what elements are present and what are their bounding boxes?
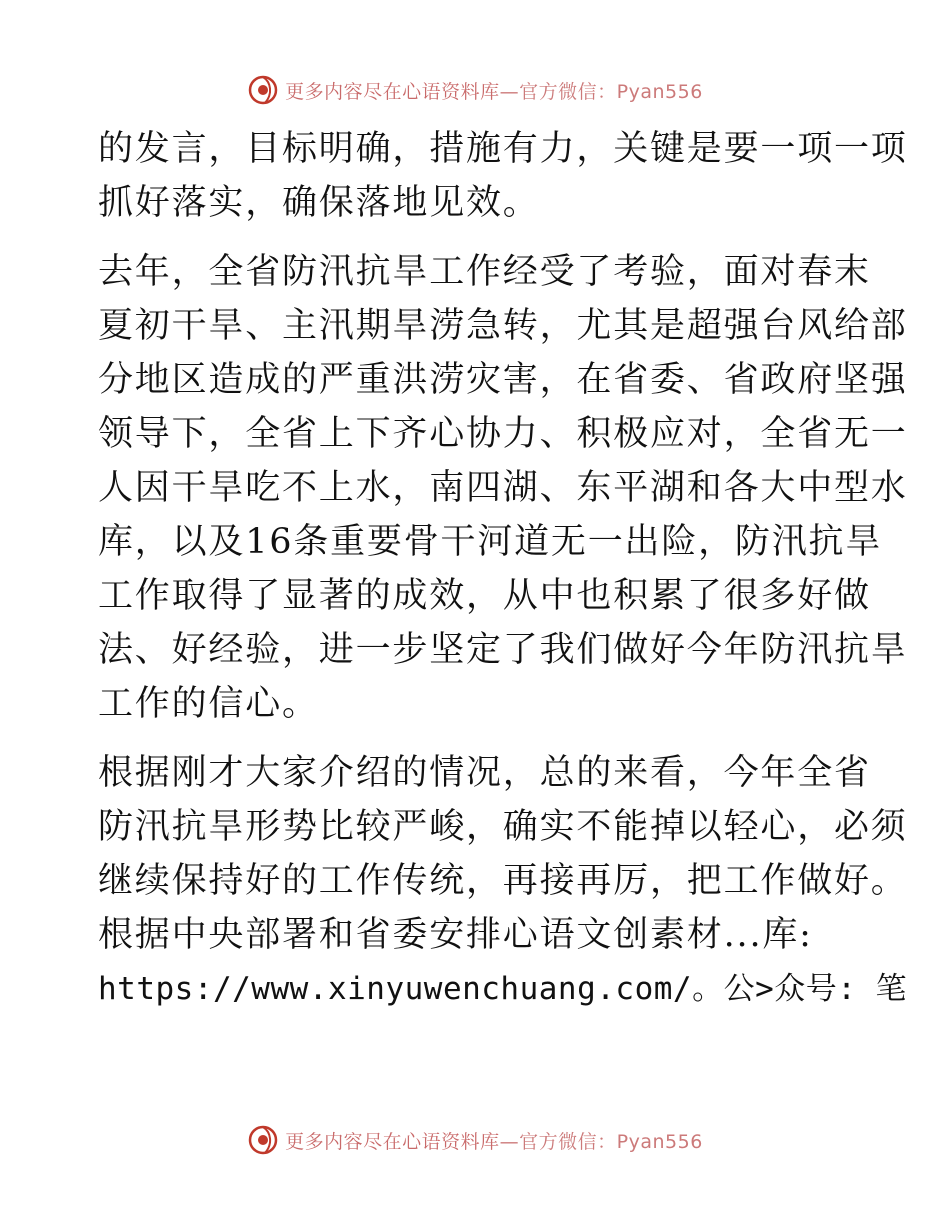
paragraph-3	[98, 746, 908, 1016]
text-line: 根据中央部署和省委安排心语文创素材...库:	[98, 915, 813, 955]
text-line: 继续保持好的工作传统，再接再厉，把工作做好。	[98, 861, 908, 901]
text-line: 防汛抗旱形势比较严峻，确实不能掉以轻心，必须	[98, 807, 908, 847]
text-line: 领导下，全省上下齐心协力、积极应对，全省无一	[98, 414, 908, 454]
footer-watermark	[0, 1122, 950, 1158]
text-line: 人因干旱吃不上水，南四湖、东平湖和各大中型水	[98, 468, 908, 508]
watermark-site-text: 更多内容尽在心语资料库	[285, 1130, 500, 1153]
watermark-wechat-text: —官方微信：Pyan556	[499, 80, 703, 103]
text-line: 工作的信心。	[98, 684, 319, 724]
text-line: 库，以及16条重要骨干河道无一出险，防汛抗旱	[98, 522, 883, 562]
brand-logo-icon	[247, 1124, 279, 1156]
paragraph-1	[98, 122, 908, 230]
url-text-line: https://www.xinyuwenchuang.com/。公>众号: 笔	[98, 971, 908, 1007]
text-line: 法、好经验，进一步坚定了我们做好今年防汛抗旱	[98, 630, 908, 670]
watermark-site-text: 更多内容尽在心语资料库	[285, 80, 500, 103]
text-line: 工作取得了显著的成效，从中也积累了很多好做	[98, 576, 871, 616]
text-line: 的发言，目标明确，措施有力，关键是要一项一项	[98, 129, 908, 169]
watermark-wechat-text: —官方微信：Pyan556	[499, 1130, 703, 1153]
text-line: 分地区造成的严重洪涝灾害，在省委、省政府坚强	[98, 360, 908, 400]
text-line: 抓好落实，确保落地见效。	[98, 183, 540, 223]
document-body	[98, 122, 908, 1031]
text-line: 夏初干旱、主汛期旱涝急转，尤其是超强台风给部	[98, 306, 908, 346]
paragraph-2	[98, 245, 908, 731]
brand-logo-icon	[247, 74, 279, 106]
text-line: 去年，全省防汛抗旱工作经受了考验，面对春末	[98, 252, 871, 292]
text-line: 根据刚才大家介绍的情况，总的来看，今年全省	[98, 753, 871, 793]
header-watermark	[0, 72, 950, 108]
